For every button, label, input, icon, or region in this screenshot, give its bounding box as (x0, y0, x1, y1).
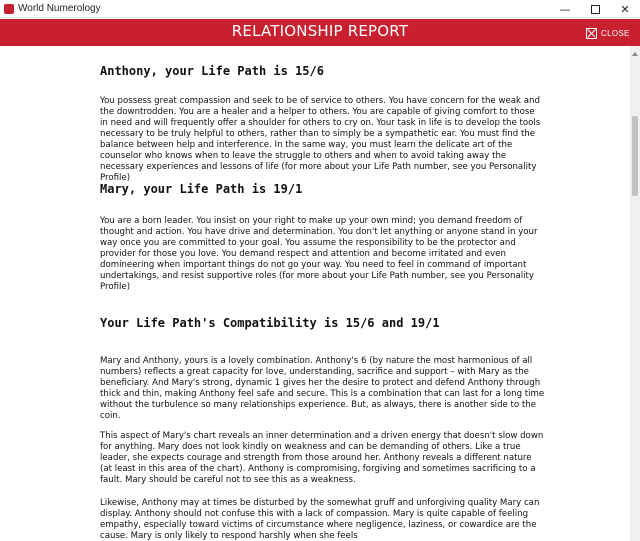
report-content[interactable] (0, 46, 630, 541)
report-header (0, 19, 640, 46)
close-box-icon (586, 28, 597, 39)
scrollbar-thumb[interactable] (632, 116, 638, 196)
window-titlebar (0, 0, 640, 18)
close-label: CLOSE (601, 28, 630, 38)
maximize-button[interactable] (580, 0, 610, 18)
scroll-up-arrow-icon[interactable] (630, 48, 640, 56)
close-report-button[interactable] (586, 27, 630, 39)
window-close-button[interactable] (610, 0, 640, 18)
maximize-icon (591, 5, 600, 14)
section-heading-compatibility: Your Life Path's Compatibility is 15/6 and 19/1 (100, 316, 440, 330)
close-icon: ✕ (620, 2, 630, 16)
section-paragraph-anthony: You possess great compassion and seek to be of service to others. You have concern for the weak and the downtrodden. You are a healer and a helper to others. You are capable of giving comfort to those in need and will frequently offer a shoulder for others to cry on. Your task in life is to develop the tools necessary to be truly helpful to others, rather than to simply be a sympathetic ear. You must find the balance between help and interference. In the same way, you must learn the delicate art of the counselor who knows when to leave the struggle to others and when to avoid taking away the necessary experiences and lessons of life (for more about your Life Path number, see you Personality Profile) (100, 96, 541, 183)
vertical-scrollbar[interactable] (630, 46, 640, 541)
minimize-icon: — (559, 2, 571, 16)
page-title: RELATIONSHIP REPORT (231, 22, 409, 40)
window-title: World Numerology (18, 3, 101, 14)
compatibility-paragraph-1: Mary and Anthony, yours is a lovely combination. Anthony's 6 (by nature the most harmonious of all numbers) reflects a great capacity for love, understanding, sacrifice and support – with Mary as the beneficiary. And Mary's strong, dynamic 1 gives her the desire to protect and defend Anthony through thick and thin, making Anthony feel safe and secure. This is a combination that can last for a long time without the turbulence so many relationships experience. But, as always, there is another side to the coin. (100, 356, 545, 421)
compatibility-paragraph-2: This aspect of Mary's chart reveals an inner determination and a driven energy that doesn't slow down for anything. Mary does not look kindly on weakness and can be demanding of others. Like a true leader, she expects courage and strength from those around her. Anthony reveals a different nature (at least in this area of the chart). Anthony is compromising, forgiving and sometimes sacrificing to a fault. Mary should be careful not to see this as a weakness. (100, 431, 544, 485)
app-icon (4, 4, 14, 14)
section-paragraph-mary: You are a born leader. You insist on your right to make up your own mind; you demand freedom of thought and action. You have drive and determination. You don't let anything or anyone stand in your way once you are committed to your goal. You assume the responsibility to be the protector and provider for those you love. You demand respect and attention and become irritated and even domineering when important things do not go your way. You need to feel in command of important undertakings, and resist supportive roles (for more about your Life Path number, see you Personality Profile) (100, 216, 538, 292)
compatibility-paragraph-3: Likewise, Anthony may at times be disturbed by the somewhat gruff and unforgiving quality Mary can display. Anthony should not confuse this with a lack of compassion. Mary is quite capable of feeling empathy, especially toward victims of circumstance where negligence, laziness, or cowardice are the cause. Mary is only likely to respond harshly when she feels (100, 498, 540, 541)
section-heading-anthony: Anthony, your Life Path is 15/6 (100, 64, 324, 78)
section-heading-mary: Mary, your Life Path is 19/1 (100, 182, 303, 196)
minimize-button[interactable] (550, 0, 580, 18)
